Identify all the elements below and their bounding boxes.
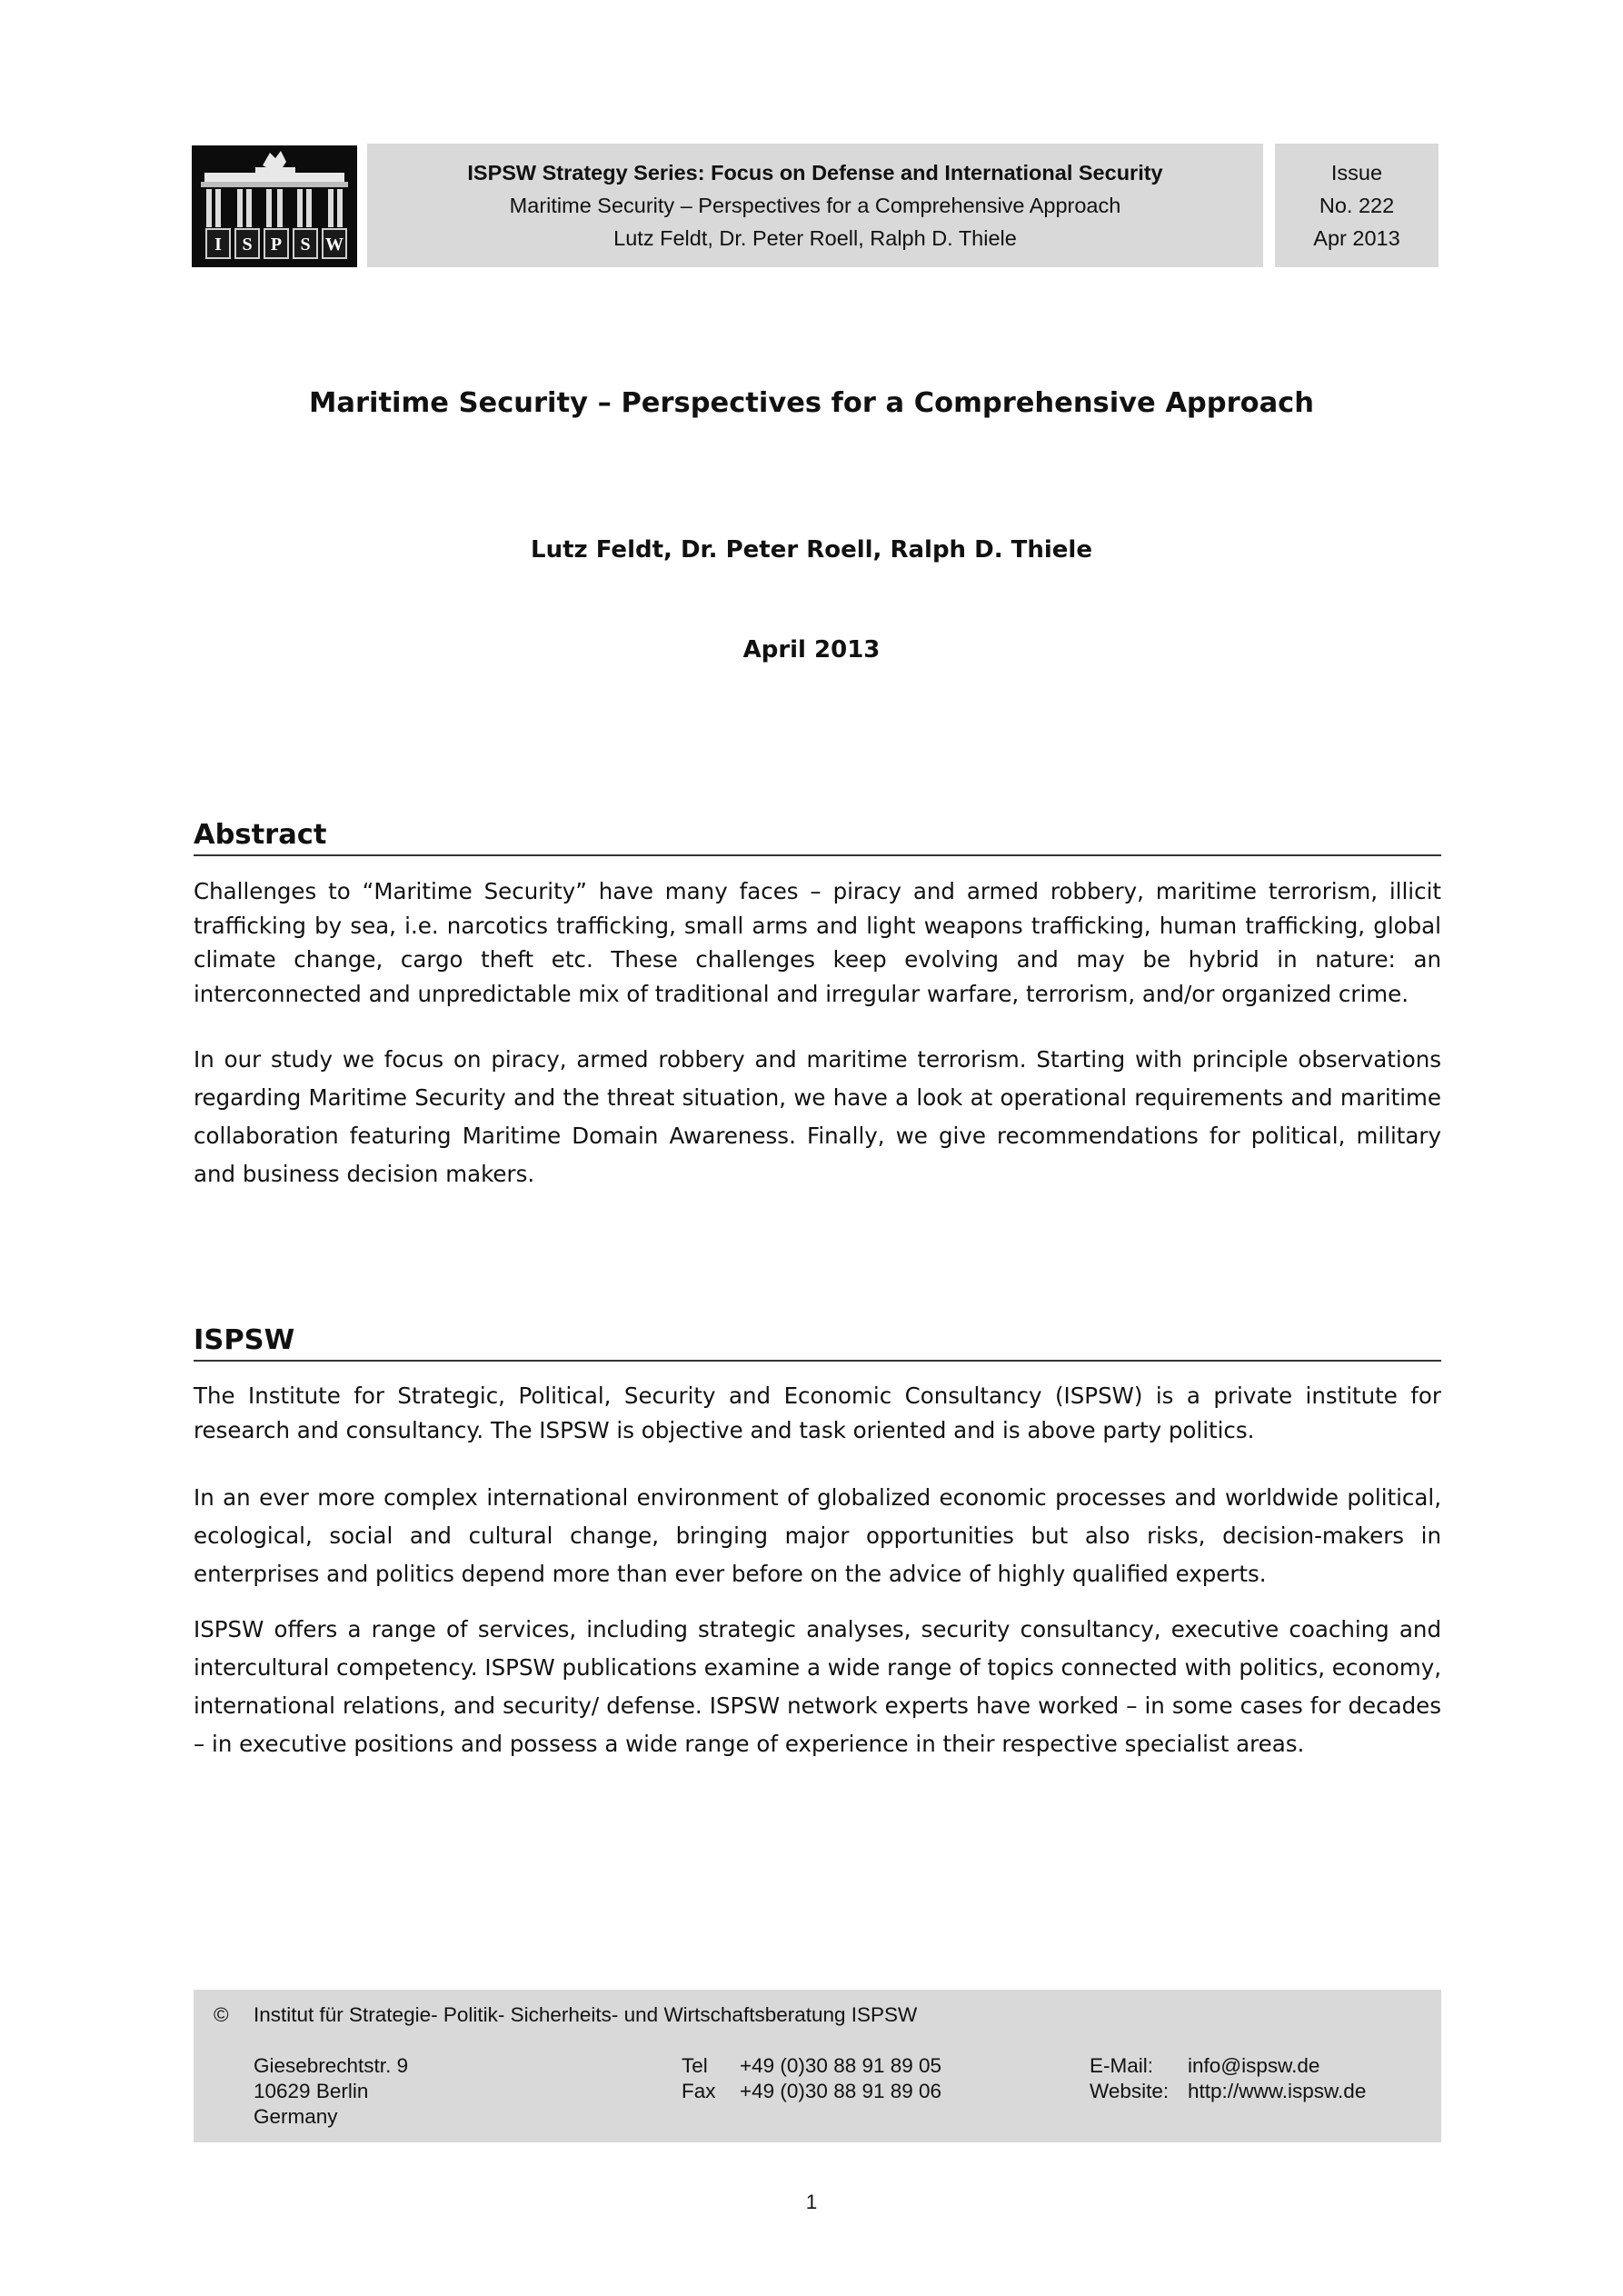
address-country: Germany [254,2105,338,2128]
fax-number: +49 (0)30 88 91 89 06 [740,2080,942,2102]
document-title: Maritime Security – Perspectives for a Comprehensive Approach [309,387,1314,419]
ispsw-logo [192,145,357,267]
logo-letter: S [300,235,311,255]
website-label: Website: [1090,2080,1170,2102]
institute-name: Institut für Strategie- Politik- Sicherheits- und Wirtschaftsberatung ISPSW [254,2003,918,2026]
email-link[interactable]: info@ispsw.de [1188,2054,1320,2077]
issue-box [1275,144,1439,267]
ispsw-paragraph: The Institute for Strategic, Political, Security and Economic Consultancy (ISPSW) is a private institute for research and consultancy. The ISPSW is objective and task oriented and is above party politics. [194,1383,1441,1443]
abstract-paragraph: Challenges to “Maritime Security” have many faces – piracy and armed robbery, maritime terrorism, illicit trafficking by sea, i.e. narcotics trafficking, small arms and light weapons trafficking, human trafficking, global climate change, cargo theft etc. These challenges keep evolving and may be hybrid in nature: an interconnected and unpredictable mix of traditional and irregular warfare, terrorism, and/or organized crime. [194,878,1441,1007]
header-series-box [367,144,1263,267]
logo-letter: I [214,235,222,255]
abstract-paragraph: In our study we focus on piracy, armed robbery and maritime terrorism. Starting with principle observations regarding Maritime Security and the threat situation, we have a look at operational requirements and maritime collaboration featuring Maritime Domain Awareness. Finally, we give recommendations for political, military and business decision makers. [194,1046,1441,1187]
footer-contact-box [194,1990,1441,2142]
address-street: Giesebrechtstr. 9 [254,2054,409,2077]
ispsw-paragraph: ISPSW offers a range of services, including strategic analyses, security consultancy, executive coaching and intercultural competency. ISPSW publications examine a wide range of topics connected with politics, economy, international relations, and security/ defense. ISPSW network experts have worked – in some cases for decades – in executive positions and possess a wide range of experience in their respective specialist areas. [194,1616,1441,1757]
issue-number: No. 222 [1319,194,1395,217]
logo-letter: S [242,235,253,255]
header-authors: Lutz Feldt, Dr. Peter Roell, Ralph D. Thiele [613,226,1017,250]
email-label: E-Mail: [1090,2054,1154,2077]
document-authors: Lutz Feldt, Dr. Peter Roell, Ralph D. Thiele [531,536,1092,564]
logo-letter: W [325,235,344,255]
header-subtitle: Maritime Security – Perspectives for a Comprehensive Approach [509,194,1121,217]
document-date: April 2013 [742,636,881,664]
issue-date: Apr 2013 [1313,226,1400,250]
series-title: ISPSW Strategy Series: Focus on Defense and International Security [467,161,1163,185]
tel-label: Tel [682,2054,708,2077]
copyright-symbol: © [214,2003,229,2026]
issue-label: Issue [1330,161,1383,185]
tel-number: +49 (0)30 88 91 89 05 [740,2054,942,2077]
fax-label: Fax [682,2080,716,2102]
website-link[interactable]: http://www.ispsw.de [1188,2080,1367,2102]
brandenburg-gate-icon [192,145,357,267]
page-number: 1 [805,2191,818,2213]
address-city: 10629 Berlin [254,2080,369,2102]
logo-letter: P [270,235,283,255]
abstract-heading: Abstract [194,818,1441,856]
ispsw-paragraph: In an ever more complex international environment of globalized economic processes and worldwide political, ecological, social and cultural change, bringing major opportunities but also risks, decision-makers in enterprises and politics depend more than ever before on the advice of highly qualified experts. [194,1484,1441,1587]
ispsw-heading: ISPSW [194,1323,1441,1362]
